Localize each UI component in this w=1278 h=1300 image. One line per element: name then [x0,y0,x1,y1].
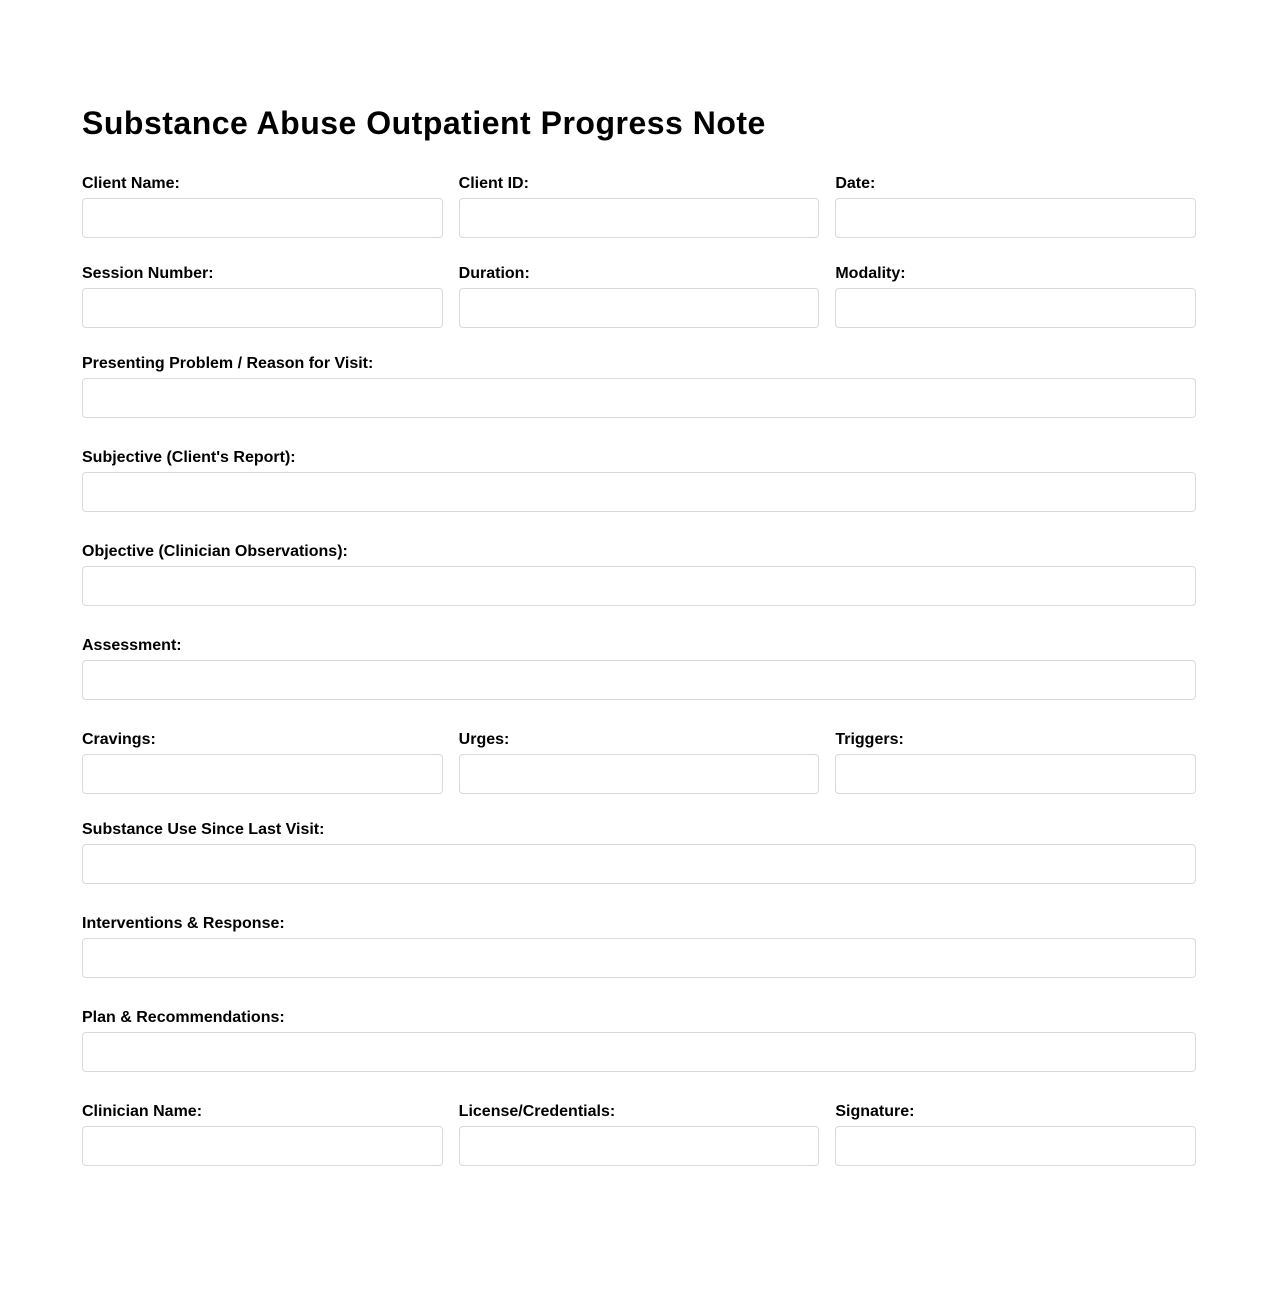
license-label: License/Credentials: [458,1103,616,1120]
plan-input[interactable] [82,1032,1196,1072]
plan-label: Plan & Recommendations: [82,1009,285,1026]
assessment-label: Assessment: [82,637,182,654]
presenting-problem-input[interactable] [82,378,1196,418]
page-title: Substance Abuse Outpatient Progress Note [82,105,766,141]
signature-label: Signature: [835,1103,915,1120]
row-substance-use [82,820,1196,884]
urges-label: Urges: [458,731,510,748]
row-assessment [82,636,1196,700]
client-name-input[interactable] [82,198,443,238]
field-substance-use [82,820,1196,884]
field-presenting-problem [82,354,1196,418]
client-id-label: Client ID: [458,175,529,192]
clinician-name-label: Clinician Name: [82,1103,203,1120]
field-duration [459,264,820,328]
cravings-label: Cravings: [82,731,156,748]
interventions-label: Interventions & Response: [82,915,285,932]
field-objective [82,542,1196,606]
substance-use-label: Substance Use Since Last Visit: [82,821,325,838]
interventions-input[interactable] [82,938,1196,978]
field-plan [82,1008,1196,1072]
subjective-input[interactable] [82,472,1196,512]
session-number-label: Session Number: [82,265,214,282]
row-objective [82,542,1196,606]
row-client-info [82,174,1196,238]
urges-input[interactable] [459,754,820,794]
row-cravings-urges-triggers [82,730,1196,794]
field-assessment [82,636,1196,700]
duration-label: Duration: [458,265,530,282]
field-modality [835,264,1196,328]
date-label: Date: [835,175,876,192]
field-signature [835,1102,1196,1166]
field-interventions [82,914,1196,978]
progress-note-form [82,100,1196,1166]
row-clinician-info [82,1102,1196,1166]
client-name-label: Client Name: [82,175,180,192]
field-session-number [82,264,443,328]
field-subjective [82,448,1196,512]
objective-input[interactable] [82,566,1196,606]
field-client-id [459,174,820,238]
row-subjective [82,448,1196,512]
row-presenting-problem [82,354,1196,418]
substance-use-input[interactable] [82,844,1196,884]
field-cravings [82,730,443,794]
field-license [459,1102,820,1166]
field-date [835,174,1196,238]
assessment-input[interactable] [82,660,1196,700]
field-clinician-name [82,1102,443,1166]
field-triggers [835,730,1196,794]
field-urges [459,730,820,794]
triggers-label: Triggers: [835,731,904,748]
date-input[interactable] [835,198,1196,238]
row-interventions [82,914,1196,978]
row-session-info [82,264,1196,328]
clinician-name-input[interactable] [82,1126,443,1166]
triggers-input[interactable] [835,754,1196,794]
modality-label: Modality: [835,265,906,282]
presenting-problem-label: Presenting Problem / Reason for Visit: [82,355,374,372]
signature-input[interactable] [835,1126,1196,1166]
subjective-label: Subjective (Client's Report): [82,449,296,466]
client-id-input[interactable] [459,198,820,238]
duration-input[interactable] [459,288,820,328]
field-client-name [82,174,443,238]
cravings-input[interactable] [82,754,443,794]
objective-label: Objective (Clinician Observations): [82,543,348,560]
license-input[interactable] [459,1126,820,1166]
row-plan [82,1008,1196,1072]
session-number-input[interactable] [82,288,443,328]
modality-input[interactable] [835,288,1196,328]
